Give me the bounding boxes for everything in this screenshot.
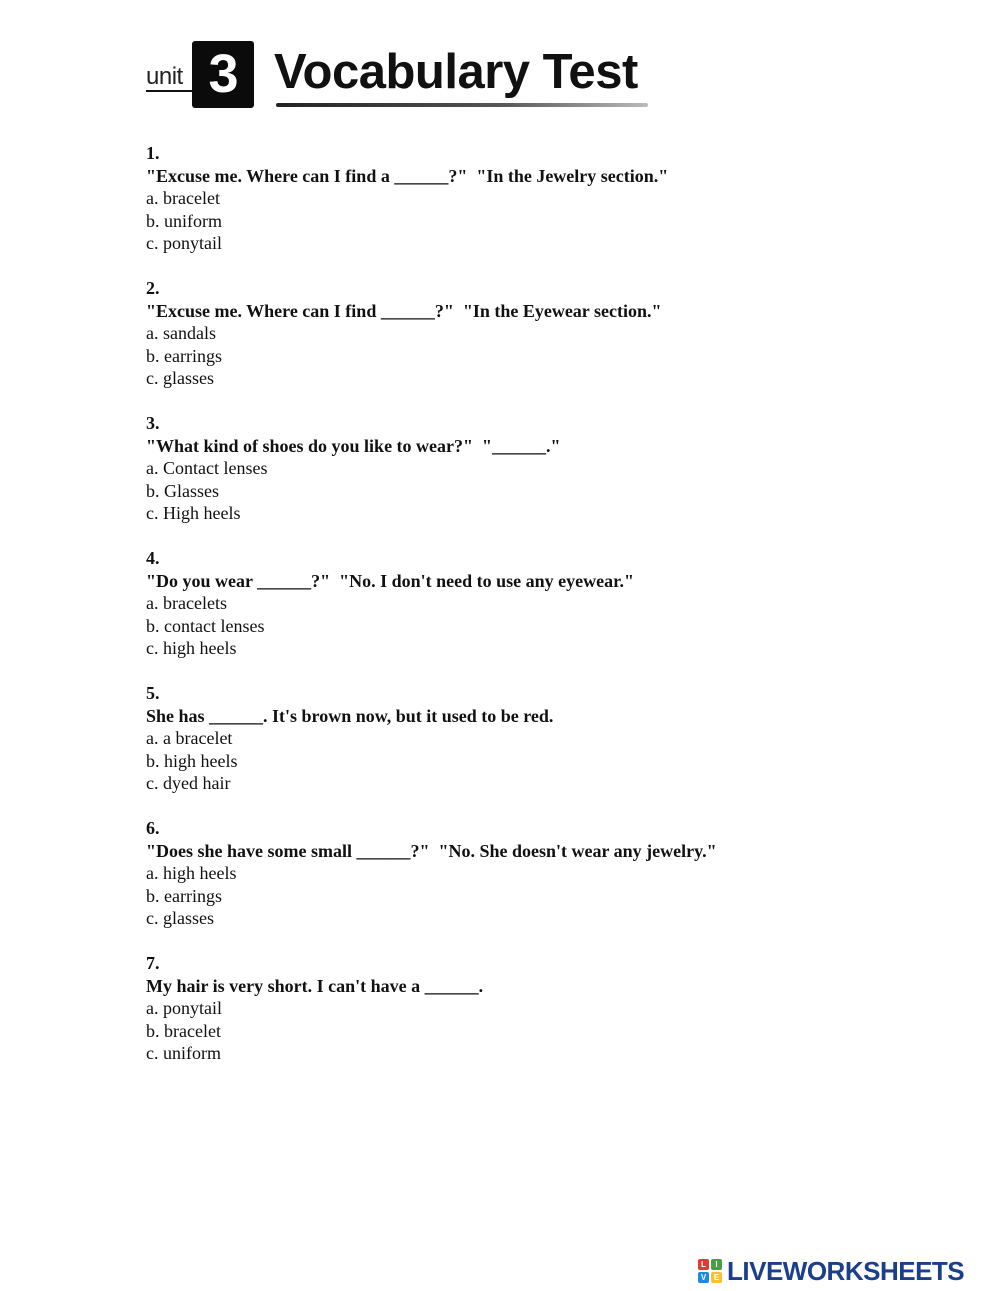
answer-option-a[interactable]: a. bracelets [146, 593, 227, 613]
question-3 [146, 412, 926, 525]
answer-option-c[interactable]: c. glasses [146, 368, 214, 388]
logo-tile: E [711, 1272, 722, 1283]
worksheet-header [146, 38, 666, 118]
question-6 [146, 817, 926, 930]
question-number: 4. [146, 548, 160, 568]
question-stem: My hair is very short. I can't have a ______. [146, 975, 484, 996]
question-stem: "Excuse me. Where can I find ______?" "In the Eyewear section." [146, 300, 662, 321]
question-stem: "What kind of shoes do you like to wear?" "______." [146, 435, 561, 456]
answer-option-c[interactable]: c. dyed hair [146, 773, 231, 793]
answer-option-b[interactable]: b. Glasses [146, 480, 219, 501]
question-7 [146, 952, 926, 1065]
question-stem: "Excuse me. Where can I find a ______?" "In the Jewelry section." [146, 165, 669, 186]
answer-option-b[interactable]: b. uniform [146, 210, 222, 231]
question-list [146, 142, 926, 1087]
answer-option-c[interactable]: c. ponytail [146, 233, 222, 253]
question-number: 3. [146, 413, 160, 433]
question-stem: She has ______. It's brown now, but it used to be red. [146, 705, 554, 726]
answer-option-b[interactable]: b. earrings [146, 345, 222, 366]
answer-option-b[interactable]: b. contact lenses [146, 615, 265, 636]
question-number: 6. [146, 818, 160, 838]
question-1 [146, 142, 926, 255]
answer-option-c[interactable]: c. high heels [146, 638, 237, 658]
title-underline [276, 103, 648, 107]
question-stem: "Do you wear ______?" "No. I don't need to use any eyewear." [146, 570, 634, 591]
answer-option-a[interactable]: a. a bracelet [146, 728, 233, 748]
answer-option-a[interactable]: a. sandals [146, 323, 216, 343]
page-title: Vocabulary Test [274, 45, 638, 99]
question-number: 2. [146, 278, 160, 298]
answer-option-a[interactable]: a. Contact lenses [146, 458, 268, 478]
unit-number-badge: 3 [192, 41, 254, 108]
answer-option-a[interactable]: a. bracelet [146, 188, 220, 208]
logo-tile: I [711, 1259, 722, 1270]
question-stem: "Does she have some small ______?" "No. She doesn't wear any jewelry." [146, 840, 717, 861]
question-number: 7. [146, 953, 160, 973]
answer-option-b[interactable]: b. bracelet [146, 1020, 221, 1041]
question-5 [146, 682, 926, 795]
answer-option-a[interactable]: a. ponytail [146, 998, 222, 1018]
answer-option-b[interactable]: b. high heels [146, 750, 238, 771]
liveworksheets-logo [698, 1256, 964, 1286]
answer-option-c[interactable]: c. uniform [146, 1043, 221, 1063]
answer-option-b[interactable]: b. earrings [146, 885, 222, 906]
question-2 [146, 277, 926, 390]
question-number: 5. [146, 683, 160, 703]
question-number: 1. [146, 143, 160, 163]
question-4 [146, 547, 926, 660]
answer-option-c[interactable]: c. glasses [146, 908, 214, 928]
unit-underline [146, 90, 194, 92]
logo-tile: V [698, 1272, 709, 1283]
logo-wordmark: LIVEWORKSHEETS [727, 1255, 965, 1286]
answer-option-c[interactable]: c. High heels [146, 503, 241, 523]
unit-label: unit [146, 63, 183, 90]
logo-icon [698, 1259, 722, 1283]
answer-option-a[interactable]: a. high heels [146, 863, 237, 883]
logo-tile: L [698, 1259, 709, 1270]
